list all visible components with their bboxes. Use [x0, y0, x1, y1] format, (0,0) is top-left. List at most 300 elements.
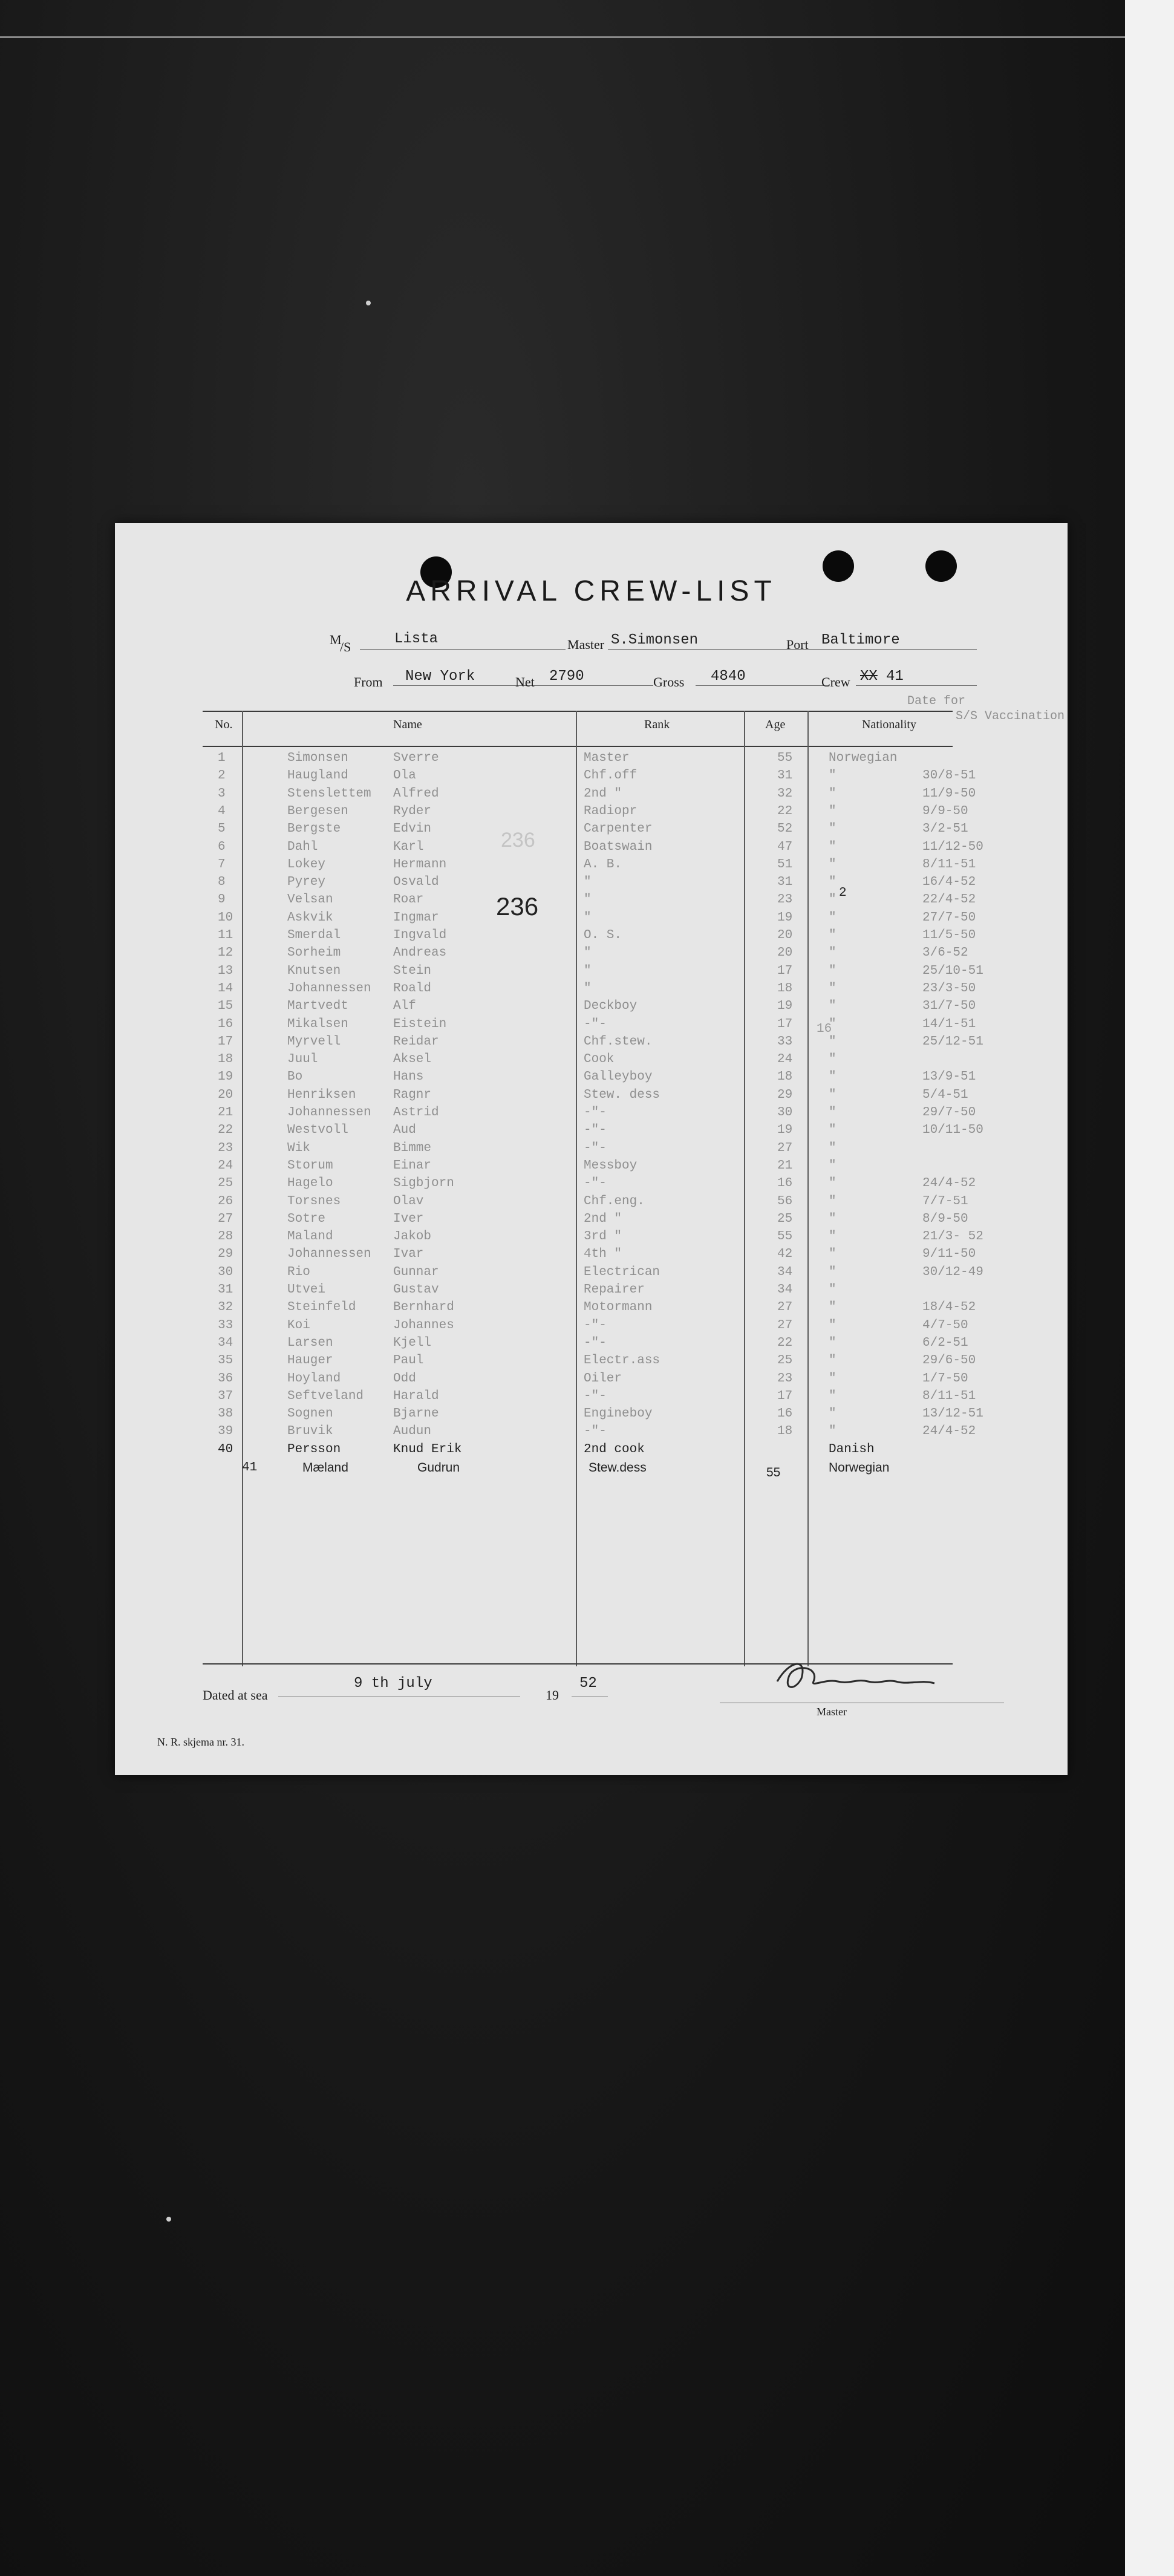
row-firstname: Hermann	[393, 857, 447, 872]
row-surname: Johannessen	[287, 981, 371, 996]
row-firstname: Iver	[393, 1211, 424, 1226]
row-no: 39	[218, 1424, 233, 1439]
ms-label: M	[330, 632, 342, 647]
row-nationality: "	[829, 822, 836, 836]
col-date-sub: S/S Vaccination	[956, 709, 1065, 723]
master-signature	[753, 1654, 1007, 1703]
table-row	[115, 1070, 1068, 1086]
table-row	[115, 1389, 1068, 1406]
row-nationality: "	[829, 1300, 836, 1315]
row-surname: Velsan	[287, 893, 333, 907]
row-nationality: Danish	[829, 1442, 875, 1456]
row-no: 20	[218, 1087, 233, 1102]
row-rank: Deckboy	[584, 999, 638, 1014]
row-nationality: "	[829, 786, 836, 801]
row-firstname: Einar	[393, 1158, 432, 1173]
row-age: 55	[777, 751, 793, 765]
row-no: 27	[218, 1211, 233, 1226]
row-rank: "	[584, 964, 592, 978]
row-age: 20	[777, 946, 793, 960]
row-vaccination-date: 4/7-50	[922, 1318, 968, 1332]
row-surname: Hauger	[287, 1354, 333, 1368]
row-firstname: Aksel	[393, 1052, 432, 1067]
row-age: 16	[777, 1407, 793, 1421]
net-tonnage: 2790	[549, 668, 584, 685]
row-no: 29	[218, 1247, 233, 1262]
row-firstname: Gunnar	[393, 1265, 439, 1279]
header-rule-bottom	[203, 746, 953, 747]
row-surname: Simonsen	[287, 751, 348, 765]
row-rank: Oiler	[584, 1371, 622, 1386]
row-rank: -"-	[584, 1017, 607, 1031]
table-row	[115, 946, 1068, 962]
row-firstname: Hans	[393, 1070, 424, 1084]
row-firstname: Bjarne	[393, 1407, 439, 1421]
row-vaccination-date: 21/3- 52	[922, 1230, 983, 1244]
row-firstname: Andreas	[393, 946, 447, 960]
col-name: Name	[393, 718, 422, 731]
row-age: 27	[777, 1300, 793, 1315]
row-age: 30	[777, 1106, 793, 1120]
row-vaccination-date: 29/7-50	[922, 1106, 976, 1120]
table-row	[115, 928, 1068, 945]
row-surname: Steinfeld	[287, 1300, 356, 1315]
row-rank: -"-	[584, 1318, 607, 1332]
row-surname: Maland	[287, 1230, 333, 1244]
row-nationality: "	[829, 1034, 836, 1049]
row-no: 34	[218, 1335, 233, 1350]
row-firstname: Alf	[393, 999, 416, 1014]
row-age: 31	[777, 769, 793, 783]
row-rank: Chf.stew.	[584, 1034, 653, 1049]
row-nationality: "	[829, 1407, 836, 1421]
row-surname: Sorheim	[287, 946, 341, 960]
table-row	[115, 1424, 1068, 1441]
row-rank: Master	[584, 751, 630, 765]
row-age: 55	[777, 1230, 793, 1244]
ms-sublabel: /S	[340, 639, 351, 654]
row-no: 31	[218, 1283, 233, 1297]
row-surname: Askvik	[287, 910, 333, 925]
row-nationality: "	[829, 964, 836, 978]
row-nationality: "	[829, 1158, 836, 1173]
row-age: 34	[777, 1265, 793, 1279]
row-nationality: "	[829, 910, 836, 925]
row-no: 28	[218, 1230, 233, 1244]
film-speck	[366, 301, 371, 305]
row-nationality: "	[829, 1371, 836, 1386]
row-firstname: Ryder	[393, 804, 432, 818]
row-age: 25	[777, 1354, 793, 1368]
row-vaccination-date: 11/12-50	[922, 840, 983, 854]
row-nationality: "	[829, 804, 836, 818]
table-row	[115, 1141, 1068, 1158]
row-nationality: "	[829, 928, 836, 942]
row-nationality: "	[829, 1176, 836, 1191]
row-firstname: Harald	[393, 1389, 439, 1403]
row-rank: 3rd "	[584, 1230, 622, 1244]
stamp-number: 236	[496, 892, 539, 921]
row-surname: Bergste	[287, 822, 341, 836]
row-firstname: Sigbjorn	[393, 1176, 454, 1191]
row-vaccination-date: 8/9-50	[922, 1211, 968, 1226]
row-no: 12	[218, 946, 233, 960]
row-surname: Storum	[287, 1158, 333, 1173]
row-age: 16	[777, 1176, 793, 1191]
table-row	[115, 911, 1068, 927]
row-no: 22	[218, 1123, 233, 1138]
row-age: 47	[777, 840, 793, 854]
row-rank: "	[584, 946, 592, 960]
row-firstname: Reidar	[393, 1034, 439, 1049]
row-surname: Myrvell	[287, 1034, 341, 1049]
row-surname: Knutsen	[287, 964, 341, 978]
gross-underline	[696, 685, 829, 686]
table-row	[115, 1123, 1068, 1140]
row-age: 22	[777, 1335, 793, 1350]
row-rank: O. S.	[584, 928, 622, 942]
row-rank: Repairer	[584, 1283, 645, 1297]
row-nationality: "	[829, 1424, 836, 1439]
table-row	[115, 1052, 1068, 1069]
row-no: 25	[218, 1176, 233, 1191]
crew-struck-value: XX	[860, 668, 878, 685]
row-firstname: Gudrun	[417, 1461, 460, 1475]
row-age: 51	[777, 857, 793, 872]
row-nationality: "	[829, 893, 836, 907]
row-vaccination-date: 7/7-51	[922, 1194, 968, 1208]
port-name: Baltimore	[821, 632, 900, 648]
row-vaccination-date: 1/7-50	[922, 1371, 968, 1386]
row-vaccination-date: 24/4-52	[922, 1424, 976, 1439]
from-port: New York	[405, 668, 475, 685]
row-firstname: Ola	[393, 769, 416, 783]
row-nationality: Norwegian	[829, 751, 898, 765]
row-vaccination-date: 23/3-50	[922, 981, 976, 996]
table-row	[115, 840, 1068, 856]
crew-list-document	[115, 523, 1068, 1775]
row-surname: Torsnes	[287, 1194, 341, 1208]
row-surname: Johannessen	[287, 1247, 371, 1262]
row-surname: Juul	[287, 1052, 318, 1067]
row-nationality: "	[829, 1389, 836, 1403]
row-surname: Henriksen	[287, 1087, 356, 1102]
row-rank: -"-	[584, 1123, 607, 1138]
row-firstname: Bimme	[393, 1141, 432, 1155]
row-rank: Carpenter	[584, 822, 653, 836]
row-age: 24	[777, 1052, 793, 1067]
row-no: 14	[218, 981, 233, 996]
row-firstname: Odd	[393, 1371, 416, 1386]
row-firstname: Jakob	[393, 1230, 432, 1244]
row-nationality: "	[829, 1318, 836, 1332]
row-no: 8	[218, 875, 226, 890]
dated-label: Dated at sea	[203, 1687, 268, 1703]
row-nationality: "	[829, 1283, 836, 1297]
row-vaccination-date: 8/11-51	[922, 1389, 976, 1403]
row-age: 17	[777, 1389, 793, 1403]
table-row	[115, 769, 1068, 785]
row-firstname: Aud	[393, 1123, 416, 1138]
net-underline	[544, 685, 653, 686]
row-surname: Stenslettem	[287, 786, 371, 801]
master-name: S.Simonsen	[611, 632, 699, 648]
row-surname: Seftveland	[287, 1389, 364, 1403]
crew-count: 41	[886, 668, 904, 685]
row-firstname: Gustav	[393, 1283, 439, 1297]
row-vaccination-date: 11/9-50	[922, 786, 976, 801]
row-no: 24	[218, 1158, 233, 1173]
row-vaccination-date: 6/2-51	[922, 1335, 968, 1350]
table-row	[115, 1407, 1068, 1423]
row-rank: Stew.dess	[589, 1461, 647, 1475]
net-label: Net	[515, 674, 535, 690]
crew-underline	[856, 685, 977, 686]
table-row	[115, 1106, 1068, 1122]
row-nationality: "	[829, 946, 836, 960]
row-firstname: Johannes	[393, 1318, 454, 1332]
row-surname: Bo	[287, 1070, 303, 1084]
row-firstname: Kjell	[393, 1335, 432, 1350]
row-no: 33	[218, 1318, 233, 1332]
row-age: 19	[777, 1123, 793, 1138]
table-row	[115, 1035, 1068, 1051]
crew-label: Crew	[821, 674, 850, 690]
row-no: 18	[218, 1052, 233, 1067]
row-rank: -"-	[584, 1106, 607, 1120]
row-rank: Engineboy	[584, 1407, 653, 1421]
row-rank: "	[584, 893, 592, 907]
row-rank: Cook	[584, 1052, 615, 1067]
row-surname: Westvoll	[287, 1123, 348, 1138]
row-vaccination-date: 25/12-51	[922, 1034, 983, 1049]
row-surname: Johannessen	[287, 1106, 371, 1120]
row-no: 10	[218, 910, 233, 925]
row-nationality: Norwegian	[829, 1461, 890, 1475]
row-nationality: "	[829, 1017, 836, 1031]
row-firstname: Ivar	[393, 1247, 424, 1262]
row-vaccination-date: 10/11-50	[922, 1123, 983, 1138]
row-surname: Utvei	[287, 1283, 326, 1297]
col-age: Age	[765, 718, 786, 731]
table-row	[115, 1176, 1068, 1193]
row-nationality: "	[829, 1265, 836, 1279]
row-no: 7	[218, 857, 226, 872]
row-vaccination-date: 25/10-51	[922, 964, 983, 978]
dated-year: 52	[579, 1675, 597, 1692]
table-row	[115, 982, 1068, 998]
table-row	[115, 1212, 1068, 1228]
row-vaccination-date: 14/1-51	[922, 1017, 976, 1031]
row-age: 20	[777, 928, 793, 942]
row-vaccination-date: 27/7-50	[922, 910, 976, 925]
ship-name: Lista	[394, 631, 439, 647]
row-age: 27	[777, 1318, 793, 1332]
margin-mark: 2	[839, 886, 847, 900]
row-surname: Wik	[287, 1141, 310, 1155]
row-rank: -"-	[584, 1424, 607, 1439]
row-rank: -"-	[584, 1141, 607, 1155]
row-rank: -"-	[584, 1389, 607, 1403]
row-surname: Mæland	[302, 1461, 348, 1475]
row-rank: Radiopr	[584, 804, 638, 818]
row-rank: "	[584, 981, 592, 996]
row-firstname: Ingmar	[393, 910, 439, 925]
row-vaccination-date: 29/6-50	[922, 1354, 976, 1368]
row-no: 13	[218, 964, 233, 978]
row-rank: 2nd "	[584, 1211, 622, 1226]
row-age: 29	[777, 1087, 793, 1102]
ship-underline	[360, 649, 566, 650]
row-surname: Pyrey	[287, 875, 326, 890]
row-vaccination-date: 9/11-50	[922, 1247, 976, 1262]
row-firstname: Bernhard	[393, 1300, 454, 1315]
faint-stamp-number: 236	[501, 829, 535, 852]
header-rule-top	[203, 711, 953, 712]
row-firstname: Audun	[393, 1424, 432, 1439]
row-vaccination-date: 30/12-49	[922, 1265, 983, 1279]
form-reference: N. R. skjema nr. 31.	[157, 1736, 244, 1748]
row-no: 37	[218, 1389, 233, 1403]
row-surname: Dahl	[287, 840, 318, 854]
row-vaccination-date: 18/4-52	[922, 1300, 976, 1315]
row-age: 17	[777, 964, 793, 978]
row-surname: Larsen	[287, 1335, 333, 1350]
row-no: 16	[218, 1017, 233, 1031]
row-age: 21	[777, 1158, 793, 1173]
row-rank: -"-	[584, 1335, 607, 1350]
row-no: 19	[218, 1070, 233, 1084]
row-rank: Galleyboy	[584, 1070, 653, 1084]
row-vaccination-date: 16/4-52	[922, 875, 976, 890]
row-surname: Persson	[287, 1442, 341, 1456]
row-surname: Sotre	[287, 1211, 326, 1226]
row-firstname: Stein	[393, 964, 432, 978]
row-nationality: "	[829, 840, 836, 854]
row-rank: -"-	[584, 1176, 607, 1191]
row-firstname: Sverre	[393, 751, 439, 765]
col-rank: Rank	[644, 718, 670, 731]
table-row	[115, 1372, 1068, 1388]
row-nationality: "	[829, 981, 836, 996]
row-age: 18	[777, 1424, 793, 1439]
row-age: 56	[777, 1194, 793, 1208]
row-firstname: Edvin	[393, 822, 432, 836]
row-age: 42	[777, 1247, 793, 1262]
row-surname: Koi	[287, 1318, 310, 1332]
row-no: 17	[218, 1034, 233, 1049]
row-vaccination-date: 24/4-52	[922, 1176, 976, 1191]
row-nationality: "	[829, 769, 836, 783]
table-row	[115, 1354, 1068, 1370]
row-nationality: "	[829, 1123, 836, 1138]
from-label: From	[354, 674, 383, 690]
row-no: 2	[218, 769, 226, 783]
table-row	[115, 858, 1068, 874]
row-no: 11	[218, 928, 233, 942]
row-surname: Bergesen	[287, 804, 348, 818]
row-rank: Boatswain	[584, 840, 653, 854]
port-label: Port	[786, 637, 809, 652]
row-vaccination-date: 5/4-51	[922, 1087, 968, 1102]
row-surname: Haugland	[287, 769, 348, 783]
row-no: 21	[218, 1106, 233, 1120]
row-age: 18	[777, 981, 793, 996]
row-rank: Electrican	[584, 1265, 660, 1279]
port-underline	[820, 649, 977, 650]
table-row	[115, 1336, 1068, 1352]
row-rank: Electr.ass	[584, 1354, 660, 1368]
table-row	[115, 1283, 1068, 1299]
row-rank: A. B.	[584, 857, 622, 872]
row-no: 6	[218, 840, 226, 854]
row-vaccination-date: 8/11-51	[922, 857, 976, 872]
table-row	[115, 1159, 1068, 1175]
row-firstname: Ingvald	[393, 928, 447, 942]
row-firstname: Roald	[393, 981, 432, 996]
table-row	[115, 1088, 1068, 1104]
row-surname: Mikalsen	[287, 1017, 348, 1031]
table-row	[115, 1265, 1068, 1282]
row-no: 26	[218, 1194, 233, 1208]
row-age: 32	[777, 786, 793, 801]
row-nationality: "	[829, 1335, 836, 1350]
master-label: Master	[567, 637, 605, 652]
row-firstname: Paul	[393, 1354, 424, 1368]
table-row-41	[115, 1461, 1068, 1477]
row-no: 38	[218, 1407, 233, 1421]
row-rank: 4th "	[584, 1247, 622, 1262]
row-no: 3	[218, 786, 226, 801]
row-nationality: "	[829, 1354, 836, 1368]
row-vaccination-date: 30/8-51	[922, 769, 976, 783]
row-age: 55	[766, 1466, 781, 1479]
row-surname: Bruvik	[287, 1424, 333, 1439]
table-row	[115, 1247, 1068, 1264]
row-age: 22	[777, 804, 793, 818]
row-firstname: Osvald	[393, 875, 439, 890]
row-nationality: "	[829, 1106, 836, 1120]
row-nationality: "	[829, 1070, 836, 1084]
col-date: Date for	[907, 694, 966, 708]
row-firstname: Alfred	[393, 786, 439, 801]
row-no: 23	[218, 1141, 233, 1155]
row-nationality: "	[829, 1052, 836, 1067]
table-row	[115, 804, 1068, 821]
row-firstname: Eistein	[393, 1017, 447, 1031]
row-rank: Chf.eng.	[584, 1194, 645, 1208]
table-row	[115, 1195, 1068, 1211]
table-row	[115, 964, 1068, 980]
row-age: 19	[777, 999, 793, 1014]
row-nationality: "	[829, 1211, 836, 1226]
table-row	[115, 1300, 1068, 1317]
row-no: 35	[218, 1354, 233, 1368]
row-nationality: "	[829, 999, 836, 1014]
row-rank: 2nd cook	[584, 1442, 645, 1456]
row-nationality: "	[829, 875, 836, 890]
row-nationality: "	[829, 1247, 836, 1262]
row-rank: 2nd "	[584, 786, 622, 801]
row-no: 15	[218, 999, 233, 1014]
gross-tonnage: 4840	[711, 668, 746, 685]
col-no: No.	[215, 718, 233, 731]
dated-day: 9 th july	[354, 1675, 432, 1692]
row-vaccination-date: 3/2-51	[922, 822, 968, 836]
row-no: 1	[218, 751, 226, 765]
row-age: 31	[777, 875, 793, 890]
row-nationality: "	[829, 1194, 836, 1208]
